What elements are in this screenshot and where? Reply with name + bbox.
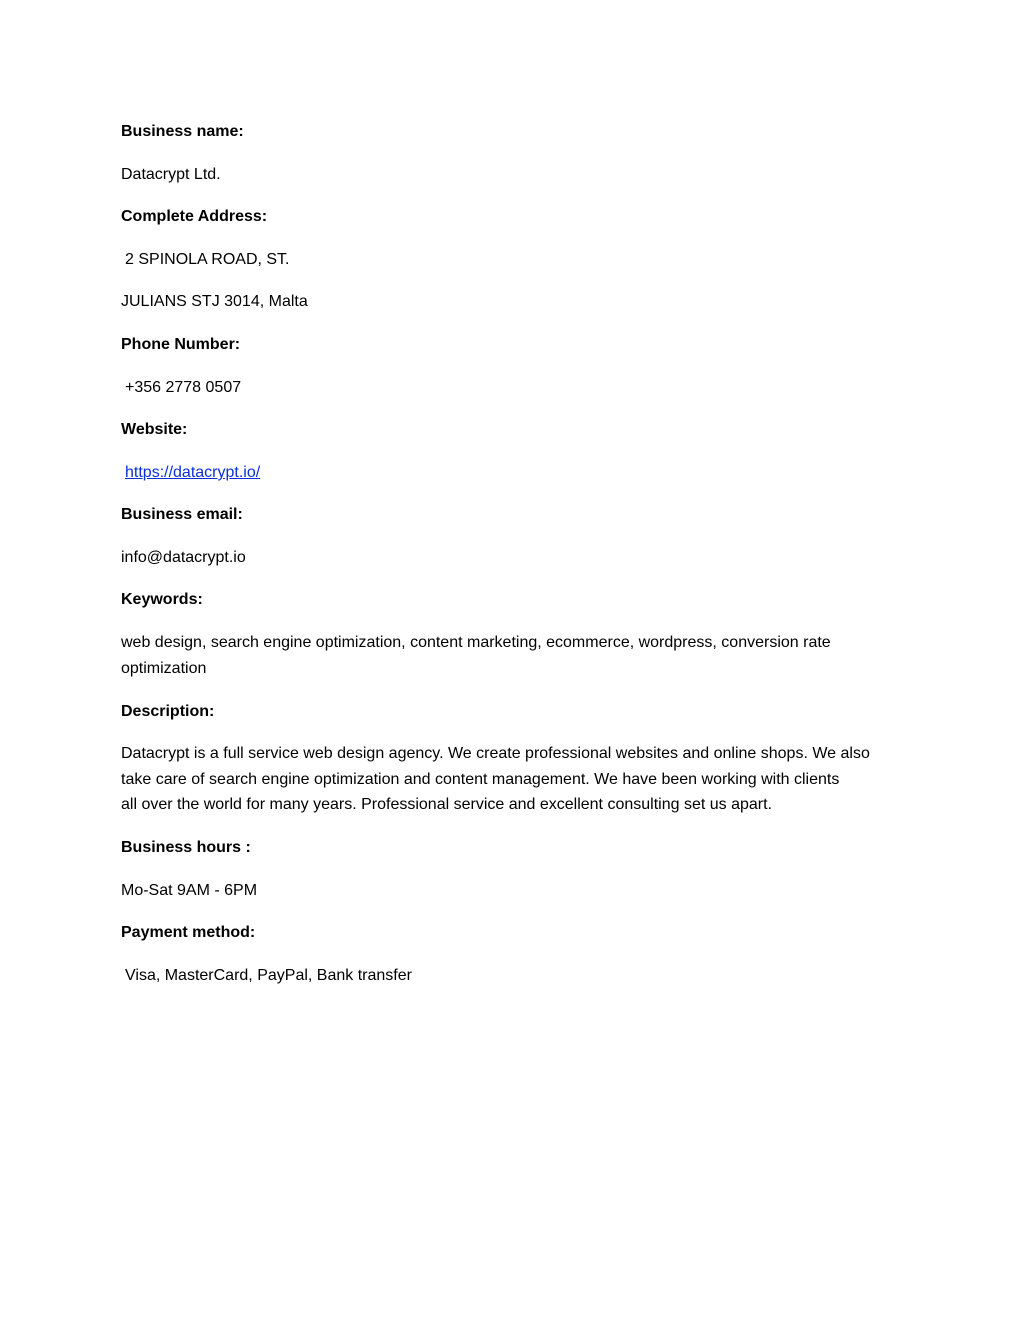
hours-value: Mo-Sat 9AM - 6PM bbox=[121, 882, 258, 899]
phone-label: Phone Number: bbox=[121, 336, 241, 353]
website-link[interactable]: https://datacrypt.io/ bbox=[125, 464, 261, 481]
description-line-2: take care of search engine optimization and content management. We have been working with clients bbox=[121, 771, 840, 788]
address-line-1: 2 SPINOLA ROAD, ST. bbox=[125, 251, 290, 268]
description-line-3: all over the world for many years. Professional service and excellent consulting set us apart. bbox=[121, 796, 772, 813]
address-label: Complete Address: bbox=[121, 208, 268, 225]
payment-label: Payment method: bbox=[121, 924, 256, 941]
description-label: Description: bbox=[121, 703, 215, 720]
keywords-line-1: web design, search engine optimization, content marketing, ecommerce, wordpress, conversion rate bbox=[121, 634, 831, 651]
keywords-label: Keywords: bbox=[121, 591, 203, 608]
email-label: Business email: bbox=[121, 506, 243, 523]
website-label: Website: bbox=[121, 421, 188, 438]
business-name-label: Business name: bbox=[121, 123, 244, 140]
phone-value: +356 2778 0507 bbox=[125, 379, 242, 396]
email-value: info@datacrypt.io bbox=[121, 549, 246, 566]
description-line-1: Datacrypt is a full service web design agency. We create professional websites and online shops. We also bbox=[121, 745, 870, 762]
payment-value: Visa, MasterCard, PayPal, Bank transfer bbox=[125, 967, 412, 984]
keywords-line-2: optimization bbox=[121, 660, 207, 677]
hours-label: Business hours : bbox=[121, 839, 251, 856]
address-line-2: JULIANS STJ 3014, Malta bbox=[121, 293, 308, 310]
business-name-value: Datacrypt Ltd. bbox=[121, 166, 221, 183]
